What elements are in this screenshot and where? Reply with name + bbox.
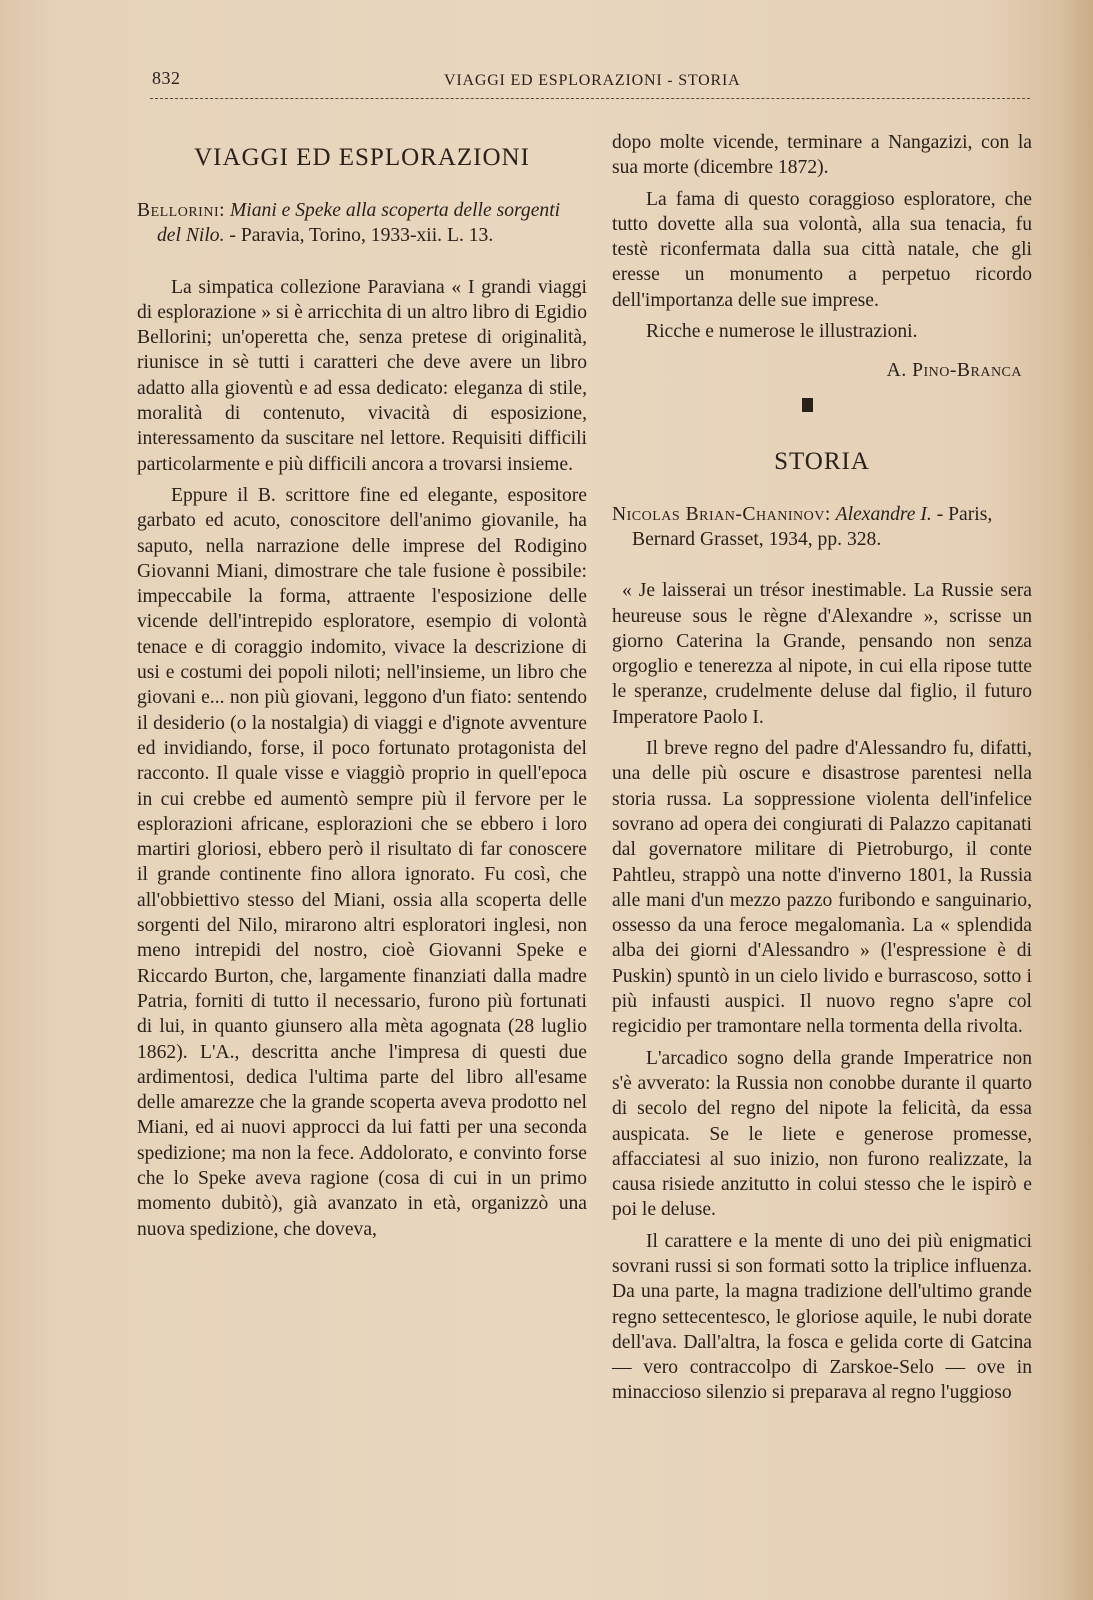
review-signature: A. Pino-Branca: [886, 360, 1022, 382]
page-number: 832: [152, 68, 181, 88]
header-rule: [150, 98, 1030, 99]
review-book-title: Alexandre I.: [835, 503, 932, 525]
section-title-viaggi: VIAGGI ED ESPLORAZIONI: [194, 144, 530, 171]
paragraph: Ricche e numerose le illustrazioni.: [646, 321, 918, 343]
right-column: [612, 130, 1032, 1412]
paragraph: Il breve regno del padre d'Alessandro fu, difatti, una delle più oscure e disastrose parentesi nella storia russa. La soppressione violenta dell'infelice sovrano ad opera dei congiurati di Palazzo capitanati dal governatore militare di Pietroburgo, il conte Pahtleu, strappò una notte d'inverno 1801, la Russia alle mani d'un mezzo pazzo furibondo e sanguinario, ossesso da una feroce megalomanìa. La « splendida alba dei giorni d'Alessandro » (l'espressione è di Puskin) spuntò in un cielo livido e burrascoso, sotto i più infausti auspici. Il nuovo regno s'apre col regicidio per tramontare nella tormenta della rivolta.: [612, 738, 1032, 1038]
section-divider: [612, 394, 1032, 414]
review-author: Bellorini:: [137, 200, 226, 221]
paragraph: Eppure il B. scrittore fine ed elegante, espositore garbato ed acuto, conoscitore dell'animo giovanile, ha saputo, nella narrazione delle imprese del Rodigino Giovanni Miani, dimostrare che tale fusione è possibile: impeccabile la forma, attraente l'esposizione delle vicende dell'intrepido esploratore, esempio di volontà tenace e di coraggio indomito, vivace la descrizione di usi e costumi dei popoli niloti; nell'insieme, un libro che giovani e... non più giovani, leggono d'un fiato: sentendo il desiderio (o la nostalgia) di viaggi e d'ignote avventure ed invidiando, forse, il poco fortunato protagonista del racconto. Il quale visse e viaggiò proprio in quell'epoca in cui crebbe ed aumentò sempre più il fervore per le esplorazioni africane, esplorazioni che se ebbero i loro martiri gloriosi, ebbero però il risultato di far conoscere il grande continente fino allora ignorato. Fu così, che all'obbiettivo stesso del Miani, ossia alla scoperta delle sorgenti del Nilo, mirarono altri esploratori inglesi, non meno intrepidi del nostro, cioè Giovanni Speke e Riccardo Burton, che, largamente finanziati dalla madre Patria, forniti di tutto il necessario, furono più fortunati di lui, in quanto giunsero alla mèta agognata (28 luglio 1862). L'A., descritta anche l'impresa di questi due ardimentosi, dedica l'ultima parte del libro all'esame delle amarezze che la grande scoperta aveva prodotto nel Miani, ed ai nuovi approcci da lui fatti per una seconda spedizione; ma non la fece. Addolorato, e convinto forse che lo Speke aveva ragione (cosa di cui in un primo momento dubitò), già avanzato in età, organizzò una nuova spedizione, che doveva,: [137, 484, 587, 1240]
square-ornament-icon: [802, 398, 813, 412]
paragraph: Il carattere e la mente di uno dei più enigmatici sovrani russi si son formati sotto la triplice influenza. Da una parte, la magna tradizione dell'ultimo grande regno settecentesco, le gloriose aquile, le nubi dorate dell'ava. Dall'altra, la fosca e gelida corte di Gatcina — vero contraccolpo di Zarskoe-Selo — ove in minaccioso silenzio si preparava al regno l'uggioso: [612, 1230, 1032, 1404]
paragraph: La fama di questo coraggioso esploratore, che tutto dovette alla sua volontà, alla sua tenacia, fu testè riconfermata dalla sua città natale, che gli eresse un monumento a perpetuo ricordo dell'importanza delle sue imprese.: [612, 188, 1032, 311]
paragraph: L'arcadico sogno della grande Imperatrice non s'è avverato: la Russia non conobbe durante il quarto di secolo del regno del nipote la felicità, da essa auspicata. Se le liete e generose promesse, affacciatesi al suo inizio, non furono realizzate, la causa risiede anzitutto in colui stesso che le ispirò e poi le deluse.: [612, 1047, 1032, 1221]
review-author: Nicolas Brian-Chaninov:: [612, 503, 831, 525]
review-book-title: Miani e Speke alla scoperta delle sorgenti del Nilo.: [157, 200, 561, 247]
review-heading-brian-chaninov: [612, 502, 1032, 553]
section-title-storia: STORIA: [774, 447, 870, 475]
left-column: [137, 140, 587, 1248]
paragraph: « Je laisserai un trésor inestimable. La Russie sera heureuse sous le règne d'Alexandre », scrisse un giorno Caterina la Grande, pensando non senza orgoglio e tenerezza al nipote, in cui ella ripose tutte le speranze, crudelmente deluse dal figlio, il futuro Imperatore Paolo I.: [612, 580, 1032, 728]
review-heading-bellorini: [137, 198, 587, 249]
review-publication: - Paravia, Torino, 1933-xii. L. 13.: [229, 225, 494, 247]
paragraph: La simpatica collezione Paraviana « I grandi viaggi di esplorazione » si è arricchita di un altro libro di Egidio Bellorini; un'operetta che, senza pretese di originalità, riunisce in sè tutti i caratteri che deve avere un libro adatto alla gioventù e ad essa dedicato: eleganza di stile, moralità di contenuto, vivacità di esposizione, interessamento da suscitare nel lettore. Requisiti difficili particolarmente e più difficili ancora a trovarsi insieme.: [137, 276, 587, 475]
running-head: VIAGGI ED ESPLORAZIONI - STORIA: [444, 72, 741, 89]
review-publication: - Paris, Bernard Grasset, 1934, pp. 328.: [632, 503, 993, 550]
page-header: [152, 68, 1042, 96]
paragraph-continued: dopo molte vicende, terminare a Nangazizi, con la sua morte (dicembre 1872).: [612, 132, 1032, 179]
